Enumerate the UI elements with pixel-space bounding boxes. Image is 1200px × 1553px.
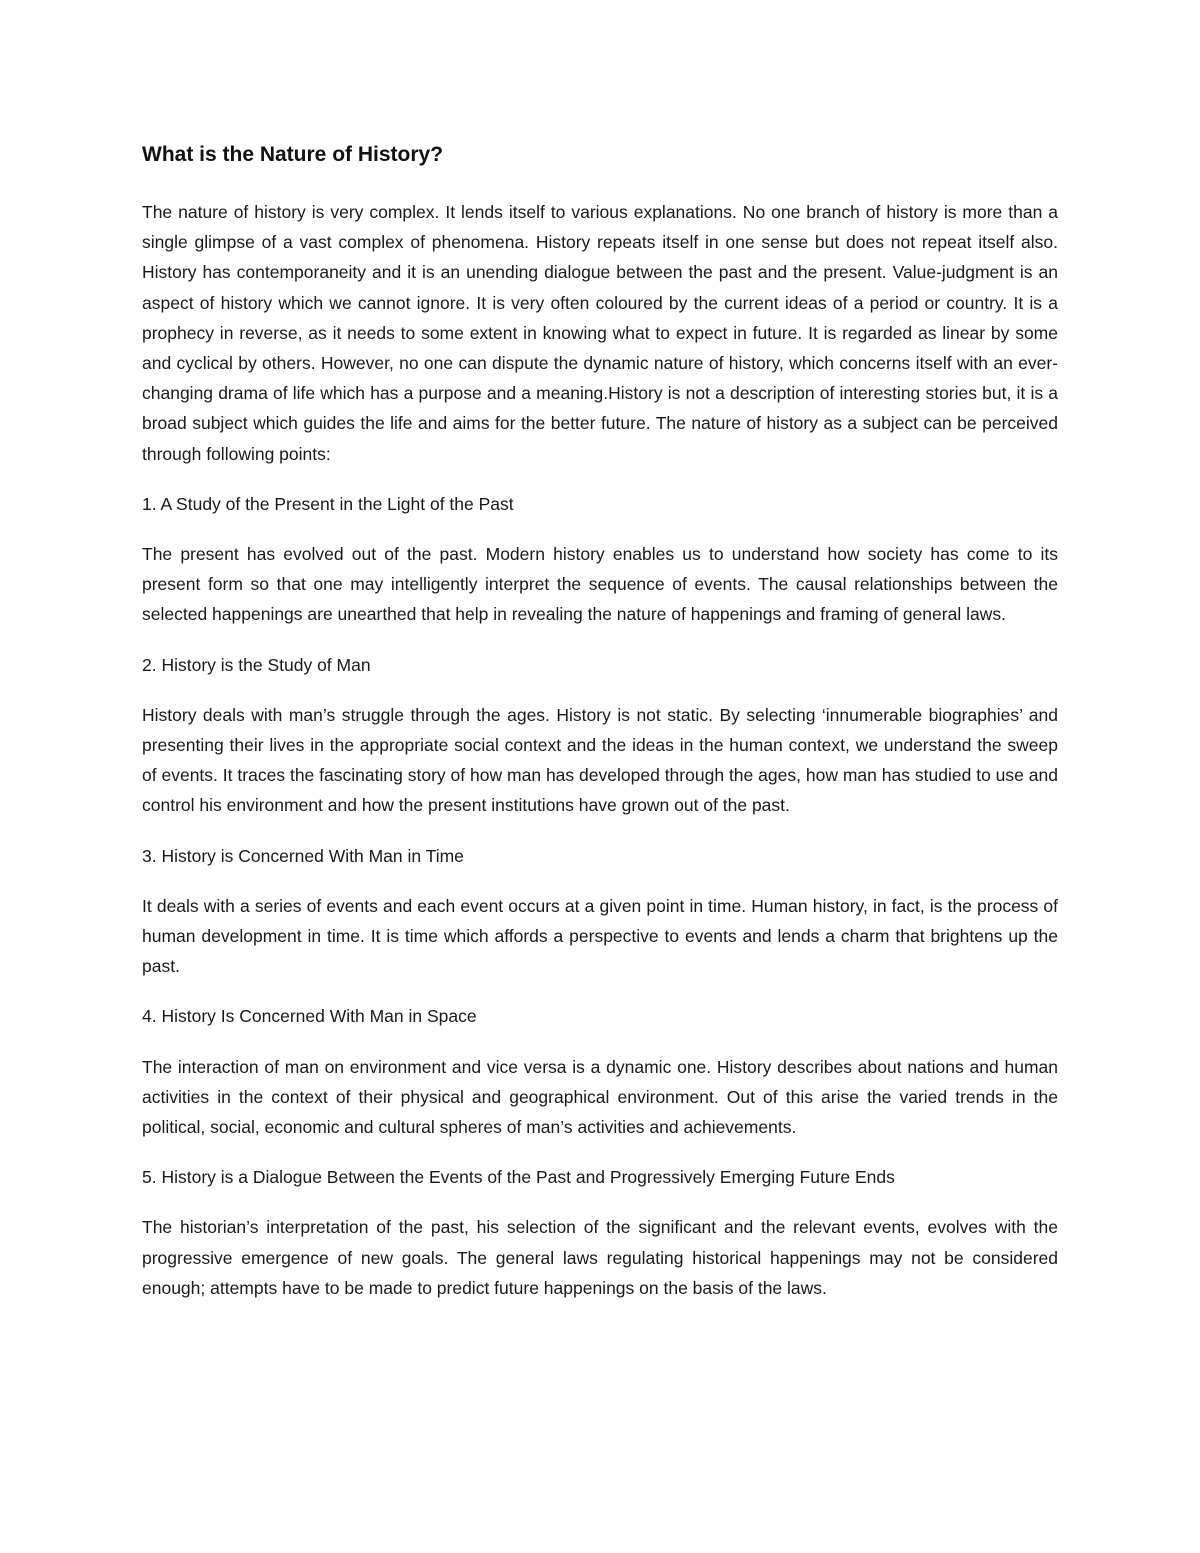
section-body: The historian’s interpretation of the past, his selection of the significant and the relevant events, evolves with the progressive emergence of new goals. The general laws regulating historical happenings may not be considered enough; attempts have to be made to predict future happenings on the basis of the laws.: [142, 1217, 1058, 1298]
section-heading: 1. A Study of the Present in the Light of the Past: [142, 493, 514, 514]
section-heading: 4. History Is Concerned With Man in Space: [142, 1006, 477, 1027]
document-title: What is the Nature of History?: [142, 143, 444, 166]
section-body: The present has evolved out of the past. Modern history enables us to understand how society has come to its present form so that one may intelligently interpret the sequence of events. The causal relationships between the selected happenings are unearthed that help in revealing the nature of happenings and framing of general laws.: [142, 544, 1058, 625]
section-1: [142, 489, 1058, 630]
intro-paragraph: The nature of history is very complex. It lends itself to various explanations. No one branch of history is more than a single glimpse of a vast complex of phenomena. History repeats itself in one sense but does not repeat itself also. History has contemporaneity and it is an unending dialogue between the past and the present. Value-judgment is an aspect of history which we cannot ignore. It is very often coloured by the current ideas of a period or country. It is a prophecy in reverse, as it needs to some extent in knowing what to expect in future. It is regarded as linear by some and cyclical by others. However, no one can dispute the dynamic nature of history, which concerns itself with an ever-changing drama of life which has a purpose and a meaning.History is not a description of interesting stories but, it is a broad subject which guides the life and aims for the better future. The nature of history as a subject can be perceived through following points:: [142, 202, 1058, 464]
section-heading: 5. History is a Dialogue Between the Events of the Past and Progressively Emerging Future Ends: [142, 1167, 895, 1188]
section-body: It deals with a series of events and each event occurs at a given point in time. Human history, in fact, is the process of human development in time. It is time which affords a perspective to events and lends a charm that brightens up the past.: [142, 895, 1058, 977]
section-3: [142, 841, 1058, 982]
section-heading: 3. History is Concerned With Man in Time: [142, 845, 464, 866]
section-4: [142, 1001, 1058, 1142]
section-body: The interaction of man on environment and vice versa is a dynamic one. History describes about nations and human activities in the context of their physical and geographical environment. Out of this arise the varied trends in the political, social, economic and cultural spheres of man’s activities and achievements.: [142, 1056, 1058, 1138]
section-2: [142, 650, 1058, 821]
section-heading: 2. History is the Study of Man: [142, 654, 371, 675]
section-5: [142, 1162, 1058, 1303]
section-body: History deals with man’s struggle through the ages. History is not static. By selecting ‘innumerable biographies’ and presenting their lives in the appropriate social context and the ideas in the human context, we understand the sweep of events. It traces the fascinating story of how man has developed through the ages, how man has studied to use and control his environment and how the present institutions have grown out of the past.: [142, 704, 1058, 816]
document-page: [142, 140, 1058, 1323]
